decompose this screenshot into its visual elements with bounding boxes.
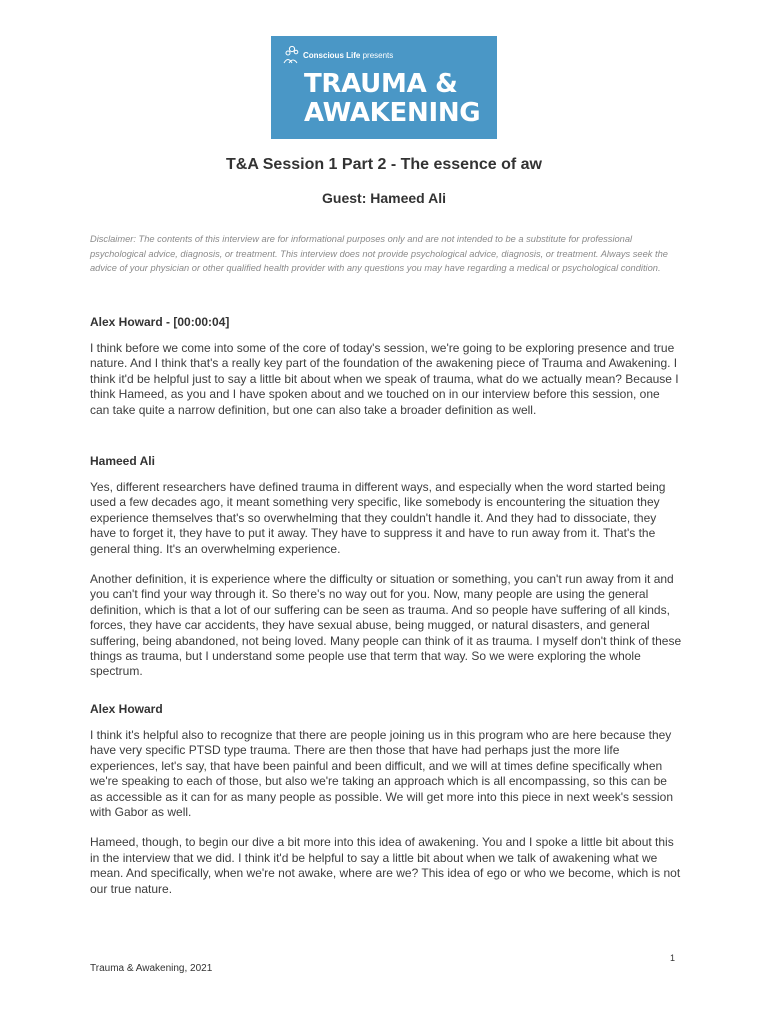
transcript-section-3 bbox=[90, 702, 682, 897]
speaker-name: Alex Howard - [00:00:04] bbox=[90, 315, 230, 329]
page-number: 1 bbox=[670, 953, 676, 963]
conscious-life-logo-icon bbox=[280, 45, 300, 65]
transcript-paragraph: I think before we come into some of the core of today's session, we're going to be exploring presence and true nature. And I think that's a really key part of the foundation of the awakening piece of Trauma and Awakening. I think it'd be helpful just to say a little bit about when we speak of trauma, what do we actually mean? Because I think Hameed, as you and I have spoken about and we touched on in our interview before this session, one can take quite a narrow definition, but one can also take a broader definition as well. bbox=[90, 341, 679, 417]
header-banner bbox=[271, 36, 497, 139]
disclaimer-text: Disclaimer: The contents of this interview are for informational purposes only and are not intended to be a substitute for professional psychological advice, diagnosis, or treatment. This interview does not provide psychological advice, diagnosis, or treatment. Always seek the advice of your physician or other qualified health provider with any questions you may have regarding a medical or psychological condition. bbox=[90, 234, 668, 273]
footer-text: Trauma & Awakening, 2021 bbox=[90, 963, 213, 974]
transcript-paragraph: I think it's helpful also to recognize that there are people joining us in this program who are here because they have very specific PTSD type trauma. There are then those that have had perhaps just the more life experiences, let's say, that have been painful and been difficult, and we will at times define specifically when we're speaking to each of those, but also we're taking an approach which is all encompassing, so this can be as accessible as it can for as many people as possible. We will get more into this piece in next week's session with Gabor as well. bbox=[90, 728, 674, 820]
document-title: T&A Session 1 Part 2 - The essence of aw bbox=[226, 156, 542, 173]
banner-title-line1: TRAUMA & bbox=[304, 69, 458, 99]
brand-row bbox=[304, 44, 497, 66]
brand-text: Conscious Life presents bbox=[303, 50, 394, 60]
transcript-section-2 bbox=[90, 454, 682, 680]
speaker-name: Hameed Ali bbox=[90, 454, 155, 468]
transcript-section-1 bbox=[90, 315, 682, 418]
banner-title-line2: AWAKENING bbox=[304, 98, 481, 128]
guest-line: Guest: Hameed Ali bbox=[322, 190, 446, 206]
transcript-paragraph: Yes, different researchers have defined trauma in different ways, and especially when the word started being used a few decades ago, it meant something very specific, like somebody is encountering the situation they experience themselves that's so overwhelming that they couldn't handle it. And they had to dissociate, they have to forget it, they have to put it away. They have to suppress it and have to run away from it. That's the general thing. It's an overwhelming experience. bbox=[90, 480, 666, 556]
transcript-paragraph: Another definition, it is experience where the difficulty or situation or something, you can't run away from it and you can't find your way through it. So there's no way out for you. Now, many people are using the general definition, which is that a lot of our suffering can be seen as trauma. And so people have suffering of all kinds, forces, they have car accidents, they have sexual abuse, being mugged, or natural disasters, and general suffering, being abandoned, not being loved. Many people can think of it as trauma. I myself don't think of these things as trauma, but I understand some people use that term that way. So we were exploring the whole spectrum. bbox=[90, 572, 682, 679]
transcript-paragraph: Hameed, though, to begin our dive a bit more into this idea of awakening. You and I spoke a little bit about this in the interview that we did. I think it'd be helpful to say a little bit about when we talk of awakening what we mean. And specifically, when we're not awake, where are we? This idea of ego or who we become, which is not our true nature. bbox=[90, 835, 681, 896]
speaker-name: Alex Howard bbox=[90, 702, 163, 716]
banner-title bbox=[304, 70, 497, 128]
